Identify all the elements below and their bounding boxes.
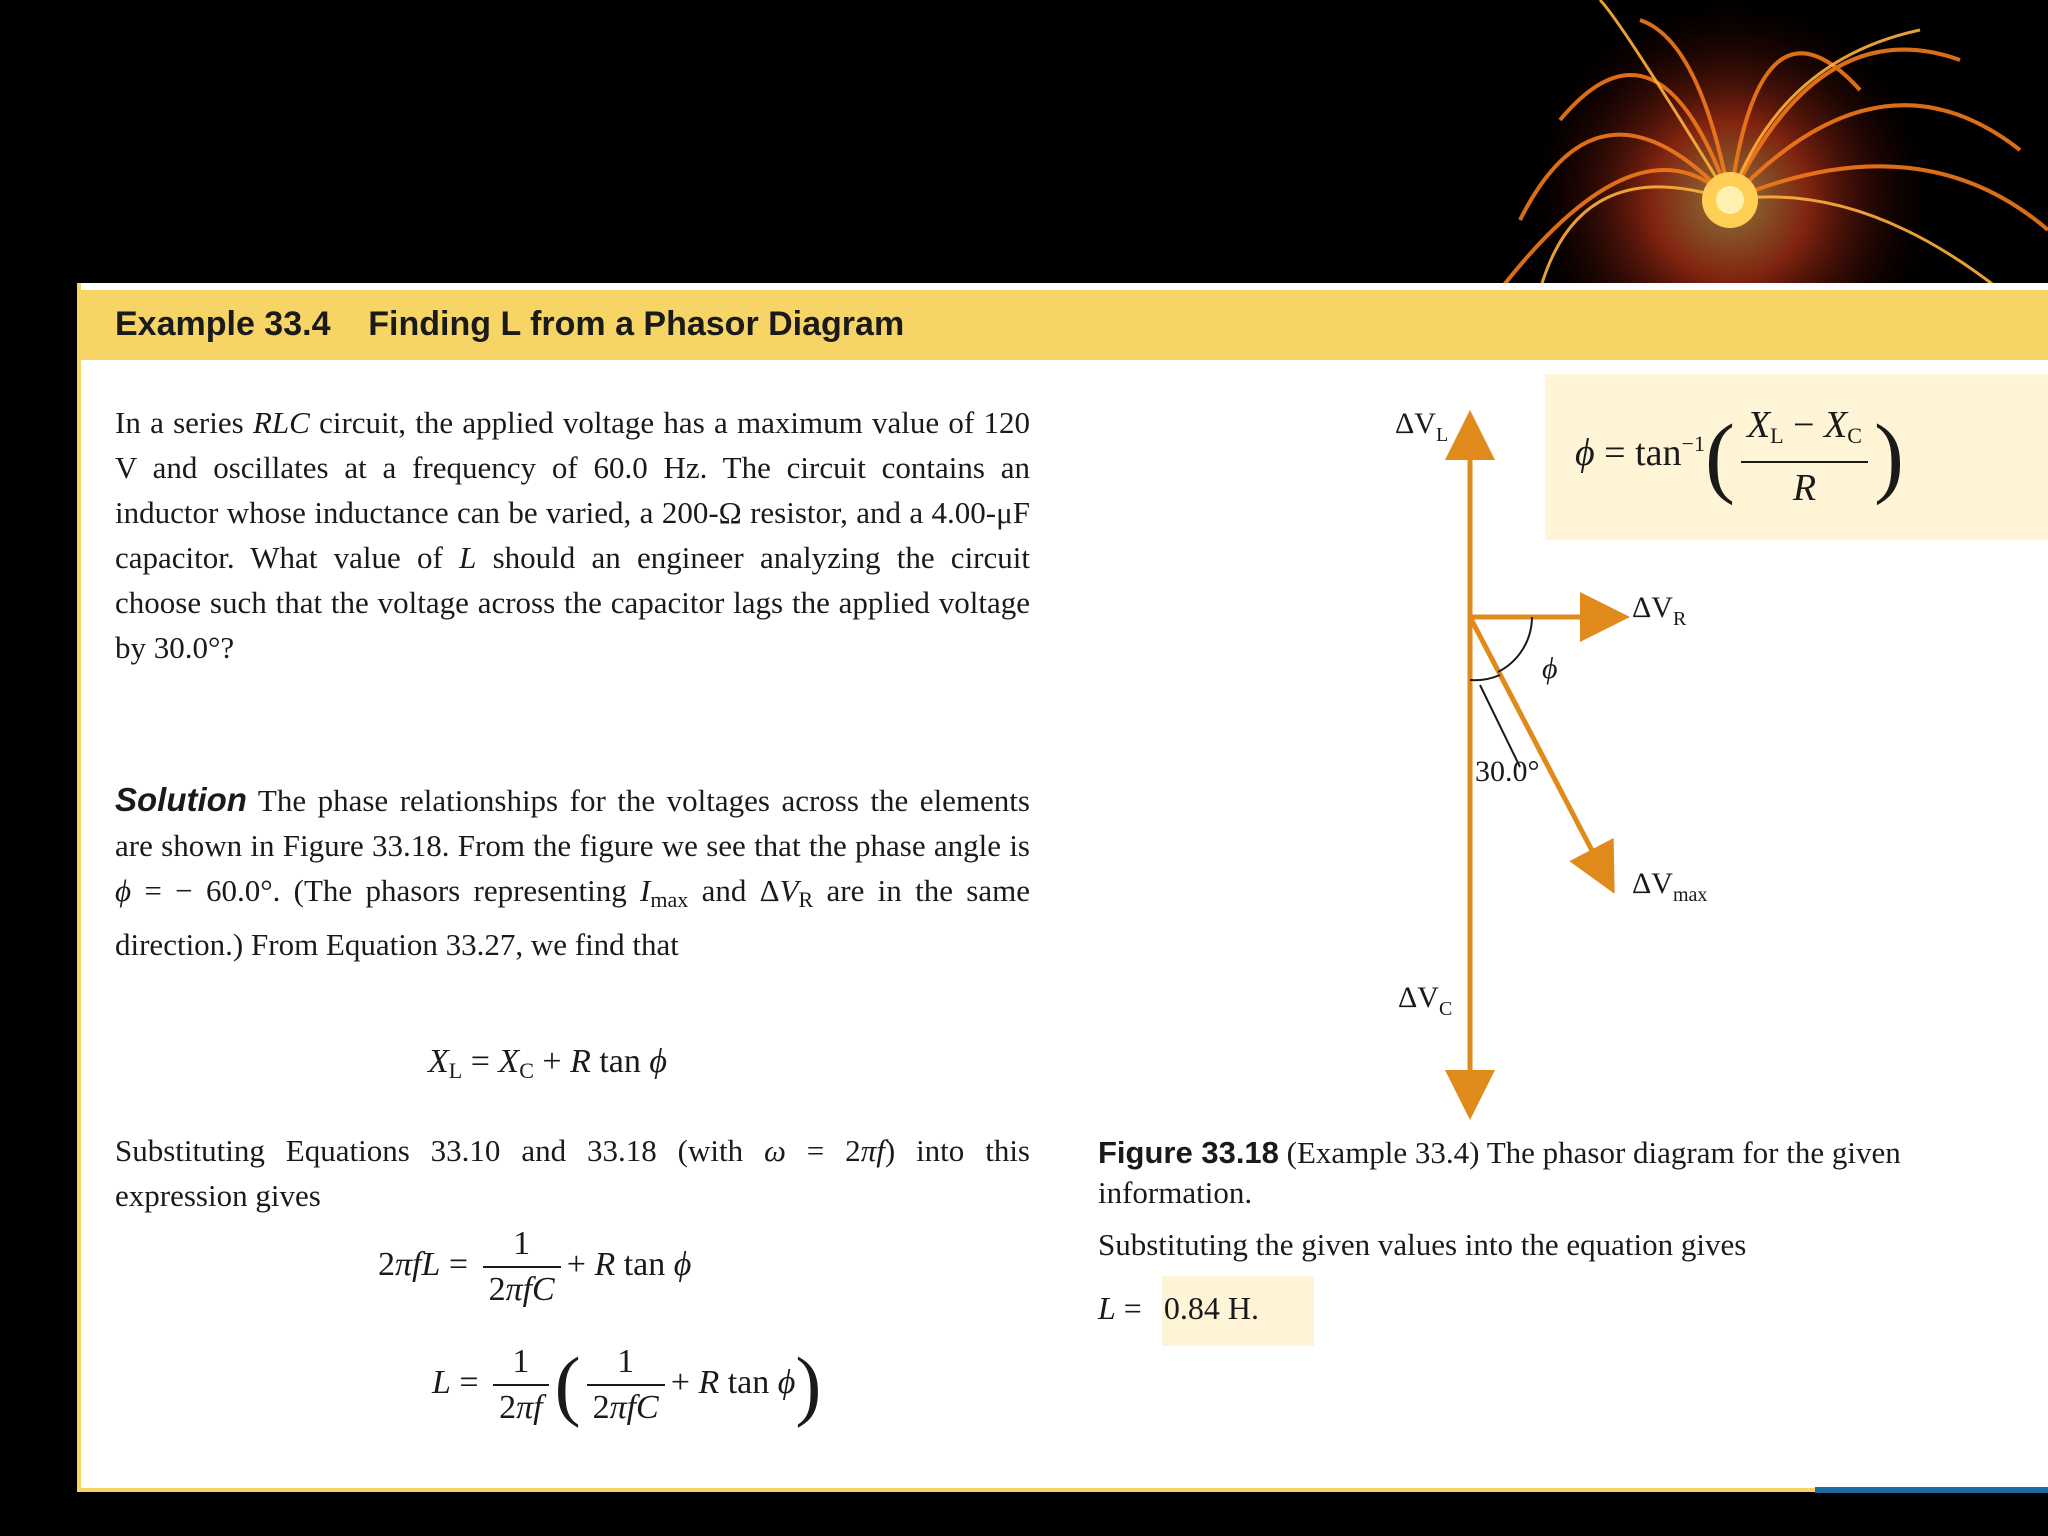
- label-angle: 30.0°: [1475, 755, 1540, 788]
- result-equation: L = 0.84 H.: [1098, 1290, 1259, 1326]
- answer-value: 0.84 H.: [1163, 1290, 1259, 1326]
- corner-accent: [1815, 1487, 2048, 1493]
- equation-xl: $X_L = X_C + R$ tan ϕ: [428, 1043, 668, 1083]
- label-vr: $\Delta V_R$: [1632, 591, 1687, 630]
- phi-arc: [1498, 617, 1532, 672]
- phasor-vmax: [1470, 617, 1610, 885]
- fraction: $\frac{1}{\text{2πfC}}$: [587, 1340, 665, 1430]
- equation-2pifl: 2πfL = $\frac{1}{\text{2πfC}}$ + R tan ϕ: [378, 1222, 691, 1312]
- example-heading: Finding L from a Phasor Diagram: [368, 305, 905, 343]
- decorative-sphere-graphic: [1400, 0, 2048, 290]
- figure-number: Figure 33.18: [1098, 1135, 1279, 1170]
- fraction: $\frac{X_L - X_C}{R}$: [1741, 400, 1868, 513]
- substituting-paragraph: Substituting Equations 33.10 and 33.18 (with ω = 2πf) into this expression gives: [115, 1133, 1030, 1213]
- figure-caption: Figure 33.18 (Example 33.4) The phasor diagram for the given information.: [1098, 1135, 1901, 1210]
- equation-l: L = $\frac{1}{2\pi f}$ ( $\frac{1}{\text{2πfC}}$ + R tan ϕ): [432, 1341, 822, 1428]
- label-vmax: $\Delta V_{max}$: [1632, 867, 1708, 906]
- problem-statement: In a series RLC circuit, the applied voltage has a maximum value of 120 V and oscillates at a frequency of 60.0 Hz. The circuit contains an inductor whose inductance can be varied, a 200-Ω resistor, and a 4.00-μF capacitor. What value of L should an engineer analyzing the circuit choose such that the voltage across the capacitor lags the applied voltage by 30.0°?: [115, 405, 1030, 665]
- label-phi: ϕ: [1542, 652, 1558, 685]
- angle-arc: [1470, 675, 1500, 680]
- example-number: Example 33.4: [115, 305, 331, 343]
- result-text: Substituting the given values into the equation gives: [1098, 1227, 1747, 1262]
- fraction: $\frac{1}{2\pi f}$: [493, 1340, 548, 1430]
- example-title: [115, 305, 904, 344]
- label-vc: $\Delta V_C$: [1398, 981, 1453, 1020]
- fraction: $\frac{1}{\text{2πfC}}$: [483, 1222, 561, 1312]
- label-vl: $\Delta V_L$: [1395, 407, 1449, 446]
- solution-heading: Solution: [115, 781, 247, 818]
- solution-paragraph: Solution The phase relationships for the voltages across the elements are shown in Figure 33.18. From the figure we see that the phase angle is ϕ = − 60.0°. (The phasors representing $I_{max}$ and $\Delta V_R$ are in the same direction.) From Equation 33.27, we find that: [115, 781, 1030, 962]
- phase-formula: $\phi = \tan^{-1}$( $\frac{X_L - X_C}{R}$ ): [1575, 400, 1904, 513]
